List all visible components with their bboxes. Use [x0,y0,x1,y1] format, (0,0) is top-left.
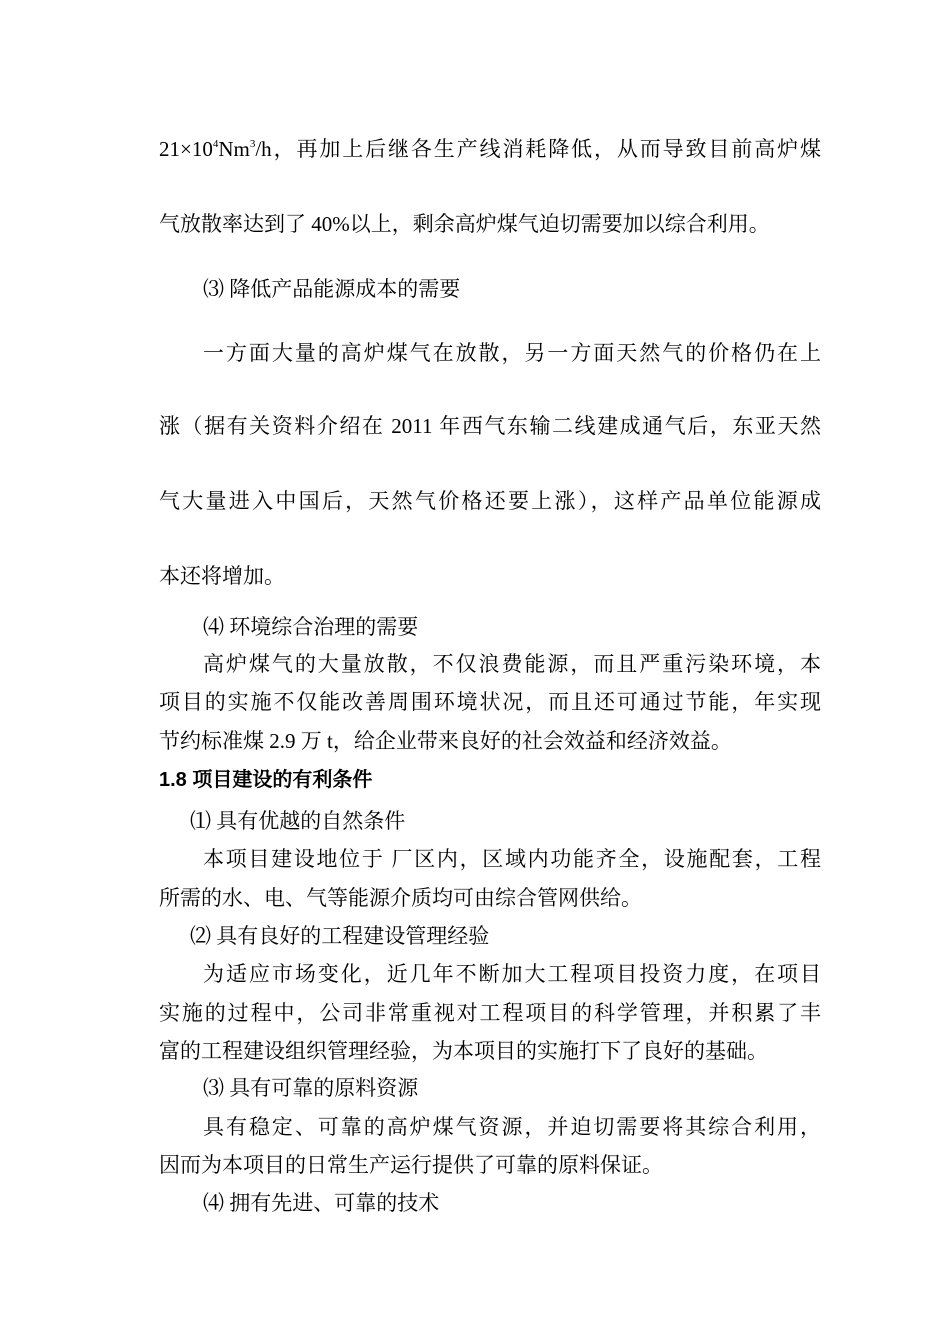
text-run: 21×10 [159,137,213,161]
subsection-title: ⑶ 降低产品能源成本的需要 [203,277,461,301]
subsection-title: ⑷ 拥有先进、可靠的技术 [203,1191,440,1215]
paragraph-line: 本还将增加。 [159,564,285,588]
text-run: Nm [218,137,250,161]
paragraph-line: 富的工程建设组织管理经验，为本项目的实施打下了良好的基础。 [159,1039,768,1063]
subsection-title: ⑶ 具有可靠的原料资源 [203,1076,419,1100]
paragraph-line: 项目的实施不仅能改善周围环境状况，而且还可通过节能，年实现 [159,690,821,714]
superscript: 3 [249,138,256,150]
text-run: /h，再加上后继各生产线消耗降低，从而导致目前高炉煤 [255,137,821,161]
section-heading: 1.8 项目建设的有利条件 [159,769,373,791]
paragraph-line [159,135,821,163]
subsection-title: ⑵ 具有良好的工程建设管理经验 [190,924,490,948]
paragraph-line: 高炉煤气的大量放散，不仅浪费能源，而且严重污染环境，本 [203,652,821,676]
paragraph-line: 气放散率达到了 40%以上，剩余高炉煤气迫切需要加以综合利用。 [159,212,770,236]
paragraph-line: 所需的水、电、气等能源介质均可由综合管网供给。 [159,886,642,910]
paragraph-line: 为适应市场变化，近几年不断加大工程项目投资力度，在项目 [203,962,821,986]
paragraph-line: 气大量进入中国后，天然气价格还要上涨），这样产品单位能源成 [159,489,821,513]
subsection-title: ⑷ 环境综合治理的需要 [203,615,419,639]
paragraph-line: 实施的过程中，公司非常重视对工程项目的科学管理，并积累了丰 [159,1001,821,1025]
paragraph-line: 节约标准煤 2.9 万 t，给企业带来良好的社会效益和经济效益。 [159,729,732,753]
paragraph-line: 本项目建设地位于 厂区内，区域内功能齐全，设施配套，工程 [203,847,821,871]
paragraph-line: 一方面大量的高炉煤气在放散，另一方面天然气的价格仍在上 [203,341,821,365]
subsection-title: ⑴ 具有优越的自然条件 [190,809,406,833]
superscript: 4 [212,138,219,150]
paragraph-line: 具有稳定、可靠的高炉煤气资源，并迫切需要将其综合利用， [203,1115,821,1139]
paragraph-line: 涨（据有关资料介绍在 2011 年西气东输二线建成通气后，东亚天然 [159,414,821,438]
paragraph-line: 因而为本项目的日常生产运行提供了可靠的原料保证。 [159,1153,663,1177]
